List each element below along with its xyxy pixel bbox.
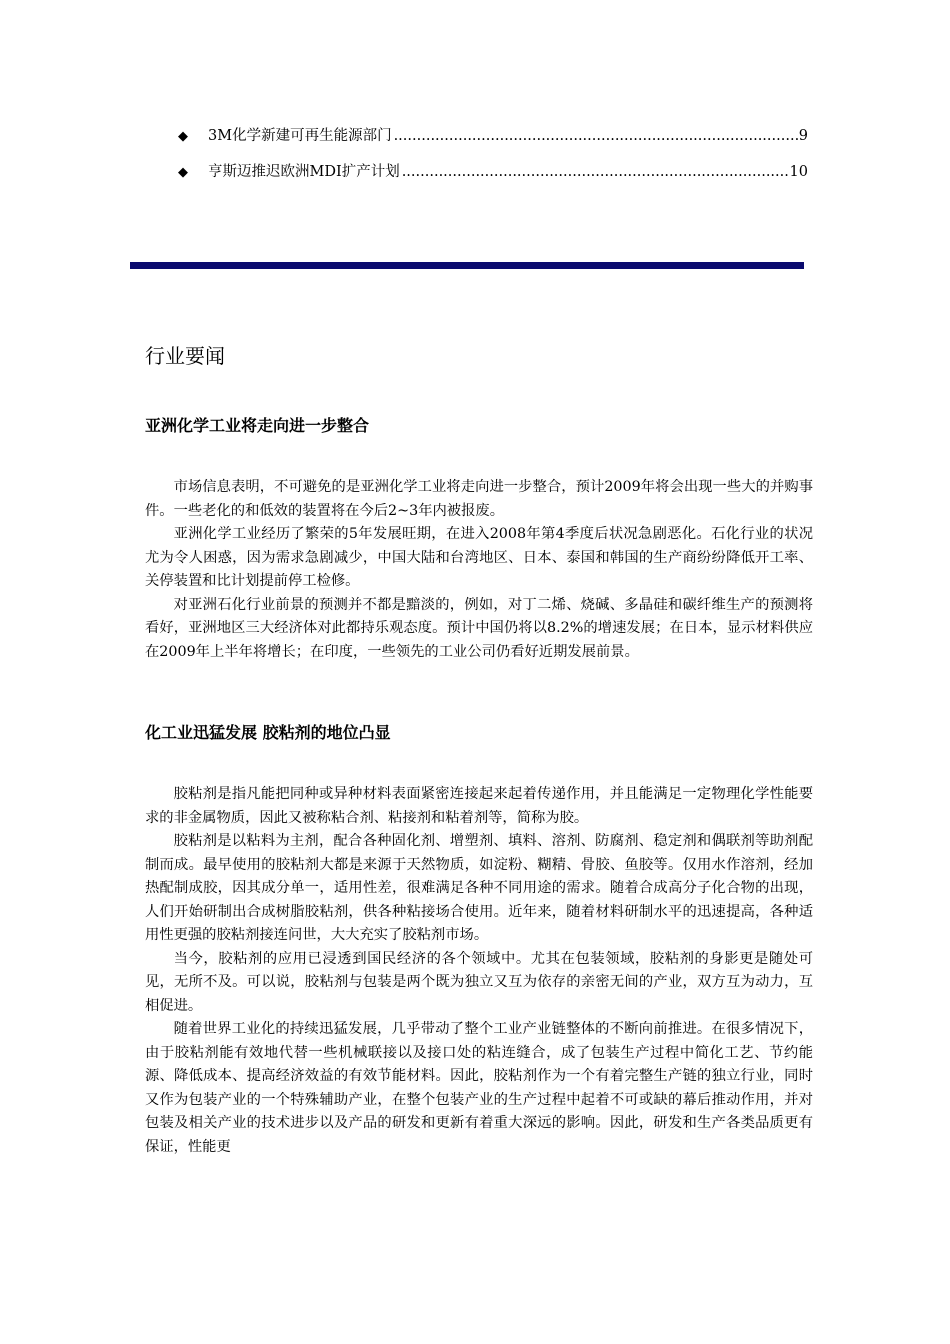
- toc-item-page: 9: [798, 128, 808, 144]
- table-of-contents: [178, 124, 808, 196]
- article-body: [145, 783, 813, 1159]
- article-title: 亚洲化学工业将走向进一步整合: [145, 416, 370, 435]
- article-title: 化工业迅猛发展 胶粘剂的地位凸显: [145, 723, 391, 742]
- paragraph: 胶粘剂是以粘料为主剂，配合各种固化剂、增塑剂、填料、溶剂、防腐剂、稳定剂和偶联剂等助剂配制而成。最早使用的胶粘剂大都是来源于天然物质，如淀粉、糊精、骨胶、鱼胶等。仅用水作溶剂，经加热配制成胶，因其成分单一，适用性差，很难满足各种不同用途的需求。随着合成高分子化合物的出现，人们开始研制出合成树脂胶粘剂，供各种粘接场合使用。近年来，随着材料研制水平的迅速提高，各种适用性更强的胶粘剂接连问世，大大充实了胶粘剂市场。: [145, 833, 813, 943]
- toc-item-text: 亨斯迈推迟欧洲MDI扩产计划: [208, 164, 400, 180]
- toc-item[interactable]: [178, 124, 808, 160]
- paragraph: 胶粘剂是指凡能把同种或异种材料表面紧密连接起来起着传递作用，并且能满足一定物理化学性能要求的非金属物质，因此又被称粘合剂、粘接剂和粘着剂等，简称为胶。: [145, 786, 813, 826]
- article-body: [145, 476, 813, 664]
- paragraph: 市场信息表明，不可避免的是亚洲化学工业将走向进一步整合，预计2009年将会出现一些大的并购事件。一些老化的和低效的装置将在今后2~3年内被报废。: [145, 479, 813, 519]
- article: [145, 721, 813, 1159]
- paragraph: 亚洲化学工业经历了繁荣的5年发展旺期，在进入2008年第4季度后状况急剧恶化。石化行业的状况尤为令人困惑，因为需求急剧减少，中国大陆和台湾地区、日本、泰国和韩国的生产商纷纷降低开工率、关停装置和比计划提前停工检修。: [145, 526, 813, 589]
- toc-item[interactable]: [178, 160, 808, 196]
- section-title: 行业要闻: [145, 344, 225, 368]
- diamond-bullet-icon: ◆: [178, 129, 188, 144]
- toc-leader-dots: [402, 164, 789, 180]
- toc-leader-dots: [394, 128, 798, 144]
- article: [145, 414, 813, 664]
- toc-item-text: 3M化学新建可再生能源部门: [208, 128, 392, 144]
- paragraph: 对亚洲石化行业前景的预测并不都是黯淡的，例如，对丁二烯、烧碱、多晶硅和碳纤维生产的预测将看好，亚洲地区三大经济体对此都持乐观态度。预计中国仍将以8.2%的增速发展；在日本，显示材料供应在2009年上半年将增长；在印度，一些领先的工业公司仍看好近期发展前景。: [145, 596, 813, 660]
- toc-item-page: 10: [789, 164, 808, 180]
- diamond-bullet-icon: ◆: [178, 165, 188, 180]
- section-divider: [130, 262, 804, 269]
- paragraph: 当今，胶粘剂的应用已浸透到国民经济的各个领域中。尤其在包装领域，胶粘剂的身影更是随处可见，无所不及。可以说，胶粘剂与包装是两个既为独立又互为依存的亲密无间的产业，双方互为动力，互相促进。: [145, 950, 813, 1014]
- paragraph: 随着世界工业化的持续迅猛发展，几乎带动了整个工业产业链整体的不断向前推进。在很多情况下，由于胶粘剂能有效地代替一些机械联接以及接口处的粘连缝合，成了包装生产过程中简化工艺、节约能源、降低成本、提高经济效益的有效节能材料。因此，胶粘剂作为一个有着完整生产链的独立行业，同时又作为包装产业的一个特殊辅助产业，在整个包装产业的生产过程中起着不可或缺的幕后推动作用，并对包装及相关产业的技术进步以及产品的研发和更新有着重大深远的影响。因此，研发和生产各类品质更有保证，性能更: [145, 1021, 813, 1155]
